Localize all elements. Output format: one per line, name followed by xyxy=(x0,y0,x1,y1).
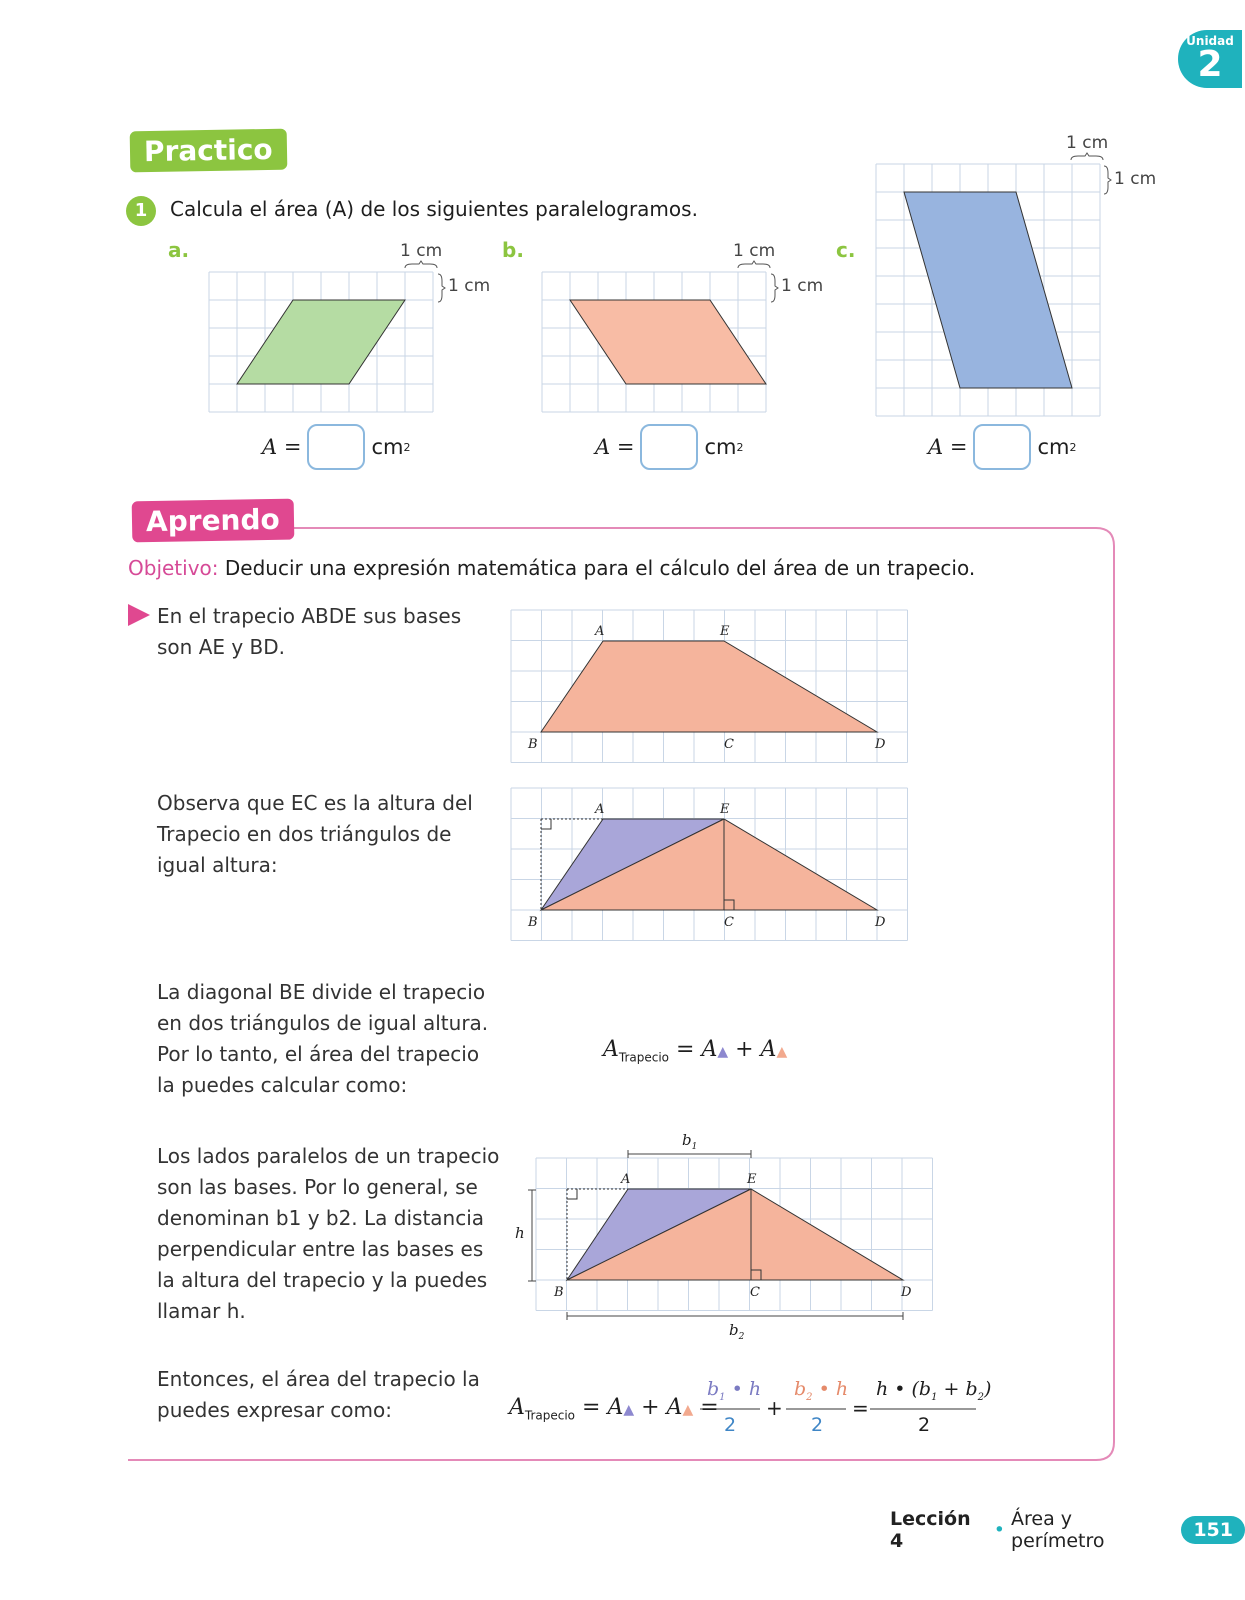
item-b-unit-h: 1 cm xyxy=(733,241,776,261)
formula-2-den3: 2 xyxy=(918,1414,931,1436)
practice-title: Practico xyxy=(130,129,287,173)
block4-line: son las bases. Por lo general, se xyxy=(157,1175,478,1199)
formula-2-eq: = xyxy=(852,1396,869,1420)
item-c-letter: c. xyxy=(836,238,856,262)
item-c-area-exp: 2 xyxy=(1069,440,1077,454)
item-c-unit-h: 1 cm xyxy=(1066,133,1109,153)
footer-dot: • xyxy=(993,1519,1006,1541)
footer-topic: Área y perímetro xyxy=(1011,1508,1105,1552)
formula-2-num3: h • $(b_1 + b_2)$ xyxy=(876,1378,992,1403)
formula-2-den1: 2 xyxy=(724,1414,737,1436)
vertex-d-label: D xyxy=(875,737,886,752)
vertex-b-label: B xyxy=(528,737,538,752)
block2-line: Observa que EC es la altura del xyxy=(157,791,473,815)
block4-line: denominan b1 y b2. La distancia xyxy=(157,1206,485,1230)
item-b-letter: b. xyxy=(502,238,524,262)
b2-label: $b_2$ xyxy=(729,1321,745,1342)
vertex-a-label: A xyxy=(595,802,605,817)
block4-line: la altura del trapecio y la puedes xyxy=(157,1268,488,1292)
learn-title: Aprendo xyxy=(132,499,294,543)
block3-line: La diagonal BE divide el trapecio xyxy=(157,980,486,1004)
block3-line: Por lo tanto, el área del trapecio xyxy=(157,1042,480,1066)
item-a-unit-v: 1 cm xyxy=(448,276,491,296)
vertex-e-label: E xyxy=(747,1172,757,1187)
formula-2-plus: + xyxy=(766,1396,783,1420)
objective-text: Deducir una expresión matemática para el cálculo del área de un trapecio. xyxy=(224,556,976,580)
item-c-area-unit: cm xyxy=(1037,435,1070,459)
vertex-b-label: B xyxy=(528,915,538,930)
block2-line: igual altura: xyxy=(157,853,278,877)
page-number: 151 xyxy=(1181,1516,1245,1544)
vertex-c-label: C xyxy=(724,737,734,752)
formula-2-num2: $b_2$ • h xyxy=(794,1378,849,1403)
block5-line: puedes expresar como: xyxy=(157,1398,392,1422)
formula-2-num1: $b_1$ • h xyxy=(707,1378,762,1403)
block1-line2: son AE y BD. xyxy=(157,635,286,659)
item-a-area-unit: cm xyxy=(371,435,404,459)
vertex-e-label: E xyxy=(720,624,730,639)
unit-number: 2 xyxy=(1197,44,1223,85)
block4-line: perpendicular entre las bases es xyxy=(157,1237,484,1261)
formula-2-lhs: $A_{Trapecio}$ = A▲ + A▲ = xyxy=(509,1395,719,1423)
footer xyxy=(890,1508,1245,1552)
vertex-e-label: E xyxy=(720,802,730,817)
question-text: Calcula el área (A) de los siguientes paralelogramos. xyxy=(170,197,698,221)
item-b-area-label: A = xyxy=(595,435,635,459)
objective-label: Objetivo: xyxy=(128,556,219,580)
item-a-area-label: A = xyxy=(262,435,302,459)
item-b-area-unit: cm xyxy=(704,435,737,459)
h-label: h xyxy=(515,1224,525,1242)
block2-line: Trapecio en dos triángulos de xyxy=(157,822,452,846)
b1-label: $b_1$ xyxy=(682,1131,698,1152)
item-a-letter: a. xyxy=(168,238,190,262)
unit-label: Unidad xyxy=(1186,34,1234,48)
item-c-unit-v: 1 cm xyxy=(1114,169,1157,189)
item-a-unit-h: 1 cm xyxy=(400,241,443,261)
vertex-d-label: D xyxy=(901,1285,912,1300)
block3-line: la puedes calcular como: xyxy=(157,1073,408,1097)
vertex-c-label: C xyxy=(750,1285,760,1300)
vertex-b-label: B xyxy=(554,1285,564,1300)
block5-line: Entonces, el área del trapecio la xyxy=(157,1367,480,1391)
block1-line1: En el trapecio ABDE sus bases xyxy=(157,604,462,628)
footer-lesson: Lección 4 xyxy=(890,1508,971,1552)
question-number: 1 xyxy=(126,196,156,226)
vertex-a-label: A xyxy=(621,1172,631,1187)
vertex-a-label: A xyxy=(595,624,605,639)
block4-line: Los lados paralelos de un trapecio xyxy=(157,1144,500,1168)
item-b-unit-v: 1 cm xyxy=(781,276,824,296)
item-a-area-exp: 2 xyxy=(403,440,411,454)
formula-2-den2: 2 xyxy=(811,1414,824,1436)
formula-1: $A_{Trapecio}$ = A▲ + A▲ xyxy=(603,1037,788,1065)
block3-line: en dos triángulos de igual altura. xyxy=(157,1011,489,1035)
block4-line: llamar h. xyxy=(157,1299,246,1323)
vertex-d-label: D xyxy=(875,915,886,930)
vertex-c-label: C xyxy=(724,915,734,930)
item-b-area-exp: 2 xyxy=(736,440,744,454)
item-c-area-label: A = xyxy=(928,435,968,459)
